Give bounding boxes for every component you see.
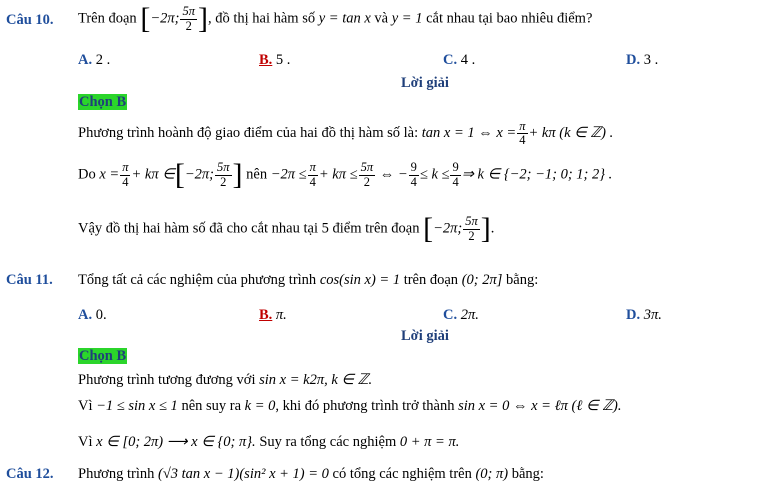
choice-label [78,94,127,111]
option-value: 2 . [95,52,111,68]
frac-num: 5π [360,160,374,175]
frac-den: 2 [220,174,227,189]
option-c[interactable] [443,52,475,69]
option-value: 2π. [460,307,479,323]
fraction [215,161,232,188]
math: (√3 tan x − 1)(sin² x + 1) = 0 [157,466,329,482]
text: Phương trình tương đương với [78,372,256,388]
q11-line-2 [78,398,622,415]
fraction [120,161,130,188]
frac-den: 2 [185,18,192,33]
text: Vậy đồ thị hai hàm số đã cho cắt nhau tại 5 điểm trên đoạn [78,220,420,237]
frac-num: 5π [182,4,195,19]
question-number: Câu 12. [6,466,54,482]
bracket-left: [ [174,158,185,191]
option-letter: C. [443,307,458,323]
option-value: 0. [95,307,107,323]
option-a[interactable] [78,52,110,69]
q11-line-1 [78,372,372,389]
math: y = tan x [318,10,371,27]
math: (0; π) [475,466,509,482]
math: tan x = 1 ⇔ x = [421,124,517,141]
option-letter: A. [78,307,93,323]
math: + kπ ∈ [131,166,175,183]
choice-text: Chọn B [79,94,127,110]
question-number: Câu 10. [6,12,54,28]
bracket-right: ] [197,2,208,35]
frac-num: 5π [465,214,478,229]
text: nên [246,166,268,183]
option-d[interactable] [626,307,662,324]
interval-left: −2π; [150,10,180,27]
frac-den: 2 [468,228,475,243]
choice-text: Chọn B [79,348,127,364]
option-letter: D. [626,52,641,68]
frac-num: 9 [410,160,417,175]
option-value: 3 . [643,52,659,68]
stem-text: và [374,10,389,27]
option-a[interactable] [78,307,107,324]
bracket-left: [ [423,212,434,245]
math: y = 1 [391,10,423,27]
fraction [450,161,460,188]
math: (0; 2π] [461,272,503,288]
stem-text: Phương trình [78,466,155,482]
option-value: 5 . [275,52,291,68]
fraction [463,215,480,242]
frac-den: 4 [309,174,316,189]
math: −2π; [184,166,214,183]
question-number: Câu 11. [6,272,53,288]
option-b[interactable] [259,307,287,324]
frac-den: 2 [363,174,370,189]
bracket-right: ] [480,212,491,245]
stem-text: Tổng tất cả các nghiệm của phương trình [78,272,317,288]
q10-line-2 [78,160,612,190]
stem-text: bằng: [511,466,544,482]
frac-num: 5π [217,160,230,175]
frac-den: 4 [452,174,459,189]
frac-num: π [309,160,316,175]
math: cos(sin x) = 1 [319,272,401,288]
question-11 [6,272,53,289]
bracket-left: [ [140,2,151,35]
option-value: π. [275,307,287,323]
question-12-stem [78,466,544,483]
option-letter: A. [78,52,93,68]
fraction [517,120,527,147]
stem-text: Trên đoạn [78,10,137,27]
text: nên suy ra [181,398,242,414]
frac-den: 4 [122,174,129,189]
math: x = [99,166,120,183]
solution-label: Lời giải [401,328,449,344]
option-letter: B. [259,52,273,68]
stem-text: bằng: [506,272,539,288]
math: ⇒ k ∈ {−2; −1; 0; 1; 2} . [461,166,613,183]
question-11-stem [78,272,538,289]
math: 0 + π = π. [399,434,460,450]
math: sin x = k2π, k ∈ ℤ. [259,372,373,388]
q10-line-3: Vậy đồ thị hai hàm số đã cho cắt nhau tại 5 điểm trên đoạn [−2π; $\frac{5\pi}{2}$ ]. [78,212,495,245]
text: Do [78,166,96,183]
frac-num: π [519,119,526,133]
math: ≤ k ≤ [419,166,450,183]
math: ⇔ − [379,166,408,183]
text: Suy ra tổng các nghiệm [259,434,397,450]
stem-text: trên đoạn [403,272,459,288]
math: + kπ ≤ [318,166,358,183]
stem-text: , đồ thị hai hàm số [207,10,316,27]
math: −2π ≤ [270,166,307,183]
frac-den: 4 [410,174,417,189]
option-letter: D. [626,307,641,323]
option-value: 4 . [460,52,476,68]
frac-den: 4 [519,133,526,148]
option-letter: C. [443,52,458,68]
fraction [180,5,197,32]
question-10 [6,12,54,29]
solution-label: Lời giải [401,75,449,91]
option-letter: B. [259,307,273,323]
math: k = 0 [244,398,276,414]
frac-num: 9 [452,160,459,175]
fraction [409,161,419,188]
text: , khi đó phương trình trở thành [275,398,455,414]
frac-num: π [122,160,129,175]
text: Phương trình hoành độ giao điểm của hai đồ thị hàm số là: [78,124,419,141]
math: sin x = 0 ⇔ x = ℓπ (ℓ ∈ ℤ). [458,398,622,414]
math: x ∈ [0; 2π) ⟶ x ∈ {0; π}. [96,434,256,450]
choice-label [78,348,127,365]
question-12 [6,466,54,483]
fraction [359,161,376,188]
option-c[interactable] [443,307,479,324]
q10-line-1 [78,120,613,147]
q11-line-3 [78,434,459,451]
math: −2π; [433,220,463,237]
option-b[interactable] [259,52,290,69]
math: −1 ≤ sin x ≤ 1 [96,398,178,414]
question-10-stem [78,4,592,34]
stem-text: cắt nhau tại bao nhiêu điểm? [426,10,593,27]
stem-text: có tổng các nghiệm trên [332,466,472,482]
text: Vì [78,434,93,450]
option-value: 3π. [643,307,662,323]
fraction [308,161,318,188]
math: + kπ (k ∈ ℤ) . [528,124,614,141]
bracket-right: ] [232,158,243,191]
option-d[interactable] [626,52,658,69]
text: Vì [78,398,93,414]
